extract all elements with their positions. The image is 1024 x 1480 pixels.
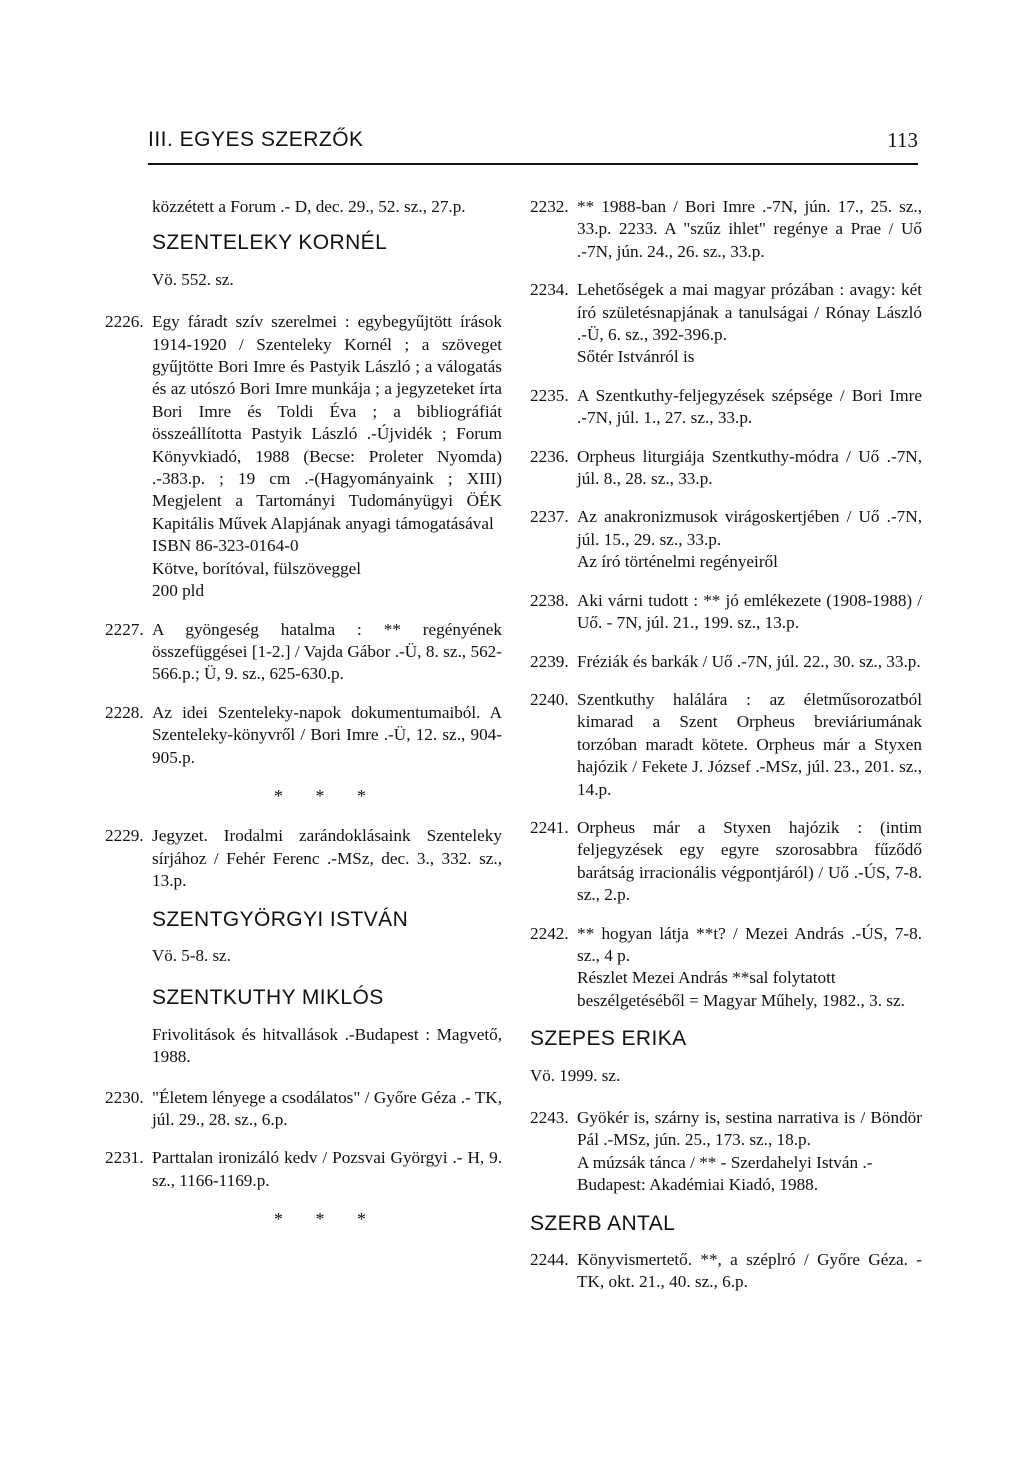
entry-text: Jegyzet. Irodalmi zarándoklásaink Szenteleky sírjához / Fehér Ferenc .-MSz, dec. 3., 332. sz., 13.p.	[152, 826, 502, 891]
bibliography-entry	[530, 385, 922, 430]
bibliography-entry	[530, 279, 922, 369]
entry-number: 2227.	[105, 619, 144, 639]
right-column	[530, 196, 922, 1310]
entry-text: Az idei Szenteleky-napok dokumentumaiból. A Szenteleky-könyvről / Bori Imre .-Ü, 12. sz., 904-905.p.	[152, 702, 502, 767]
entry-text: ** hogyan látja **t? / Mezei András .-ÚS, 7-8. sz., 4 p.	[577, 923, 922, 965]
bibliography-entry	[105, 825, 502, 892]
entry-text: A gyöngeség hatalma : ** regényének összefüggései [1-2.] / Vajda Gábor .-Ü, 8. sz., 562-566.p.; Ü, 9. sz., 625-630.p.	[152, 619, 502, 684]
entry-number: 2226.	[105, 312, 144, 332]
bibliography-entry	[530, 1249, 922, 1294]
entry-number: 2239.	[530, 651, 569, 671]
running-title: III. EGYES SZERZŐK	[148, 128, 364, 151]
bibliography-entry	[530, 590, 922, 635]
entry-text: ** 1988-ban / Bori Imre .-7N, jún. 17., 25. sz., 33.p. 2233. A "szűz ihlet" regénye a Prae / Uő .-7N, jún. 24., 26. sz., 33.p.	[577, 197, 922, 261]
bibliography-entry	[530, 817, 922, 907]
bibliography-entry	[105, 311, 502, 602]
entry-number: 2229.	[105, 826, 144, 846]
entry-number: 2238.	[530, 590, 569, 610]
entry-text: Orpheus liturgiája Szentkuthy-módra / Uő .-7N, júl. 8., 28. sz., 33.p.	[577, 446, 922, 489]
entry-number: 2230.	[105, 1087, 144, 1107]
continued-entry: közzétett a Forum .- D, dec. 29., 52. sz., 27.p.	[152, 197, 466, 216]
author-heading: SZENTKUTHY MIKLÓS	[152, 986, 384, 1010]
book-reference: Frivolitások és hitvallások .-Budapest : Magvető, 1988.	[152, 1024, 502, 1067]
entry-binding: Kötve, borítóval, fülszöveggel	[152, 558, 362, 578]
entry-number: 2240.	[530, 689, 569, 709]
author-heading: SZENTELEKY KORNÉL	[152, 231, 388, 255]
entry-number: 2232.	[530, 197, 569, 216]
entry-number: 2242.	[530, 923, 569, 943]
bibliography-entry	[105, 1147, 502, 1192]
entry-number: 2236.	[530, 446, 569, 466]
entry-number: 2235.	[530, 385, 569, 405]
entry-text: Könyvismertető. **, a széplró / Győre Géza. - TK, okt. 21., 40. sz., 6.p.	[577, 1250, 922, 1292]
entry-note: A múzsák tánca / ** - Szerdahelyi István .- Budapest: Akadémiai Kiadó, 1988.	[577, 1152, 873, 1195]
cross-reference: Vö. 1999. sz.	[530, 1065, 621, 1085]
left-column	[105, 196, 502, 1249]
bibliography-entry	[105, 1087, 502, 1132]
section-separator: * * *	[274, 1209, 380, 1230]
entry-number: 2231.	[105, 1148, 144, 1168]
entry-text: Lehetőségek a mai magyar prózában : avagy: két író születésnapjának a tanulságai / Rónay László .-Ü, 6. sz., 392-396.p.	[577, 280, 922, 345]
entry-number: 2241.	[530, 817, 569, 837]
cross-reference: Vö. 5-8. sz.	[152, 945, 231, 965]
entry-text: A Szentkuthy-feljegyzések szépsége / Bori Imre .-7N, júl. 1., 27. sz., 33.p.	[577, 385, 922, 428]
bibliography-entry	[530, 689, 922, 801]
bibliography-entry	[530, 196, 922, 263]
author-heading: SZENTGYÖRGYI ISTVÁN	[152, 907, 409, 931]
bibliography-entry	[105, 619, 502, 686]
entry-number: 2243.	[530, 1108, 569, 1127]
bibliography-entry	[530, 923, 922, 1013]
bibliography-entry	[530, 1107, 922, 1197]
bibliography-entry	[530, 506, 922, 573]
page-header	[148, 124, 918, 160]
entry-number: 2244.	[530, 1250, 569, 1270]
entry-text: Egy fáradt szív szerelmei : egybegyűjtött írások 1914-1920 / Szenteleky Kornél ; a szöveget gyűjtötte Bori Imre és Pastyik László ; a válogatás és az utószó Bori Imre munkája ; a jegyzeteket írta Bori Imre és Toldi Éva ; a bibliográfiát összeállította Pastyik László .-Újvidék ; Forum Könyvkiadó, 1988 (Becse: Proleter Nyomda) .-383.p. ; 19 cm .-(Hagyományaink ; XIII) Megjelent a Tartományi Tudományügyi ÖÉK Kapitális Művek Alapjának anyagi támogatásával	[152, 312, 502, 533]
bibliography-entry	[530, 651, 922, 673]
entry-number: 2234.	[530, 280, 569, 300]
entry-isbn: ISBN 86-323-0164-0	[152, 536, 299, 556]
page-number: 113	[887, 128, 918, 152]
entry-text: Gyökér is, szárny is, sestina narrativa is / Böndör Pál .-MSz, jún. 25., 173. sz., 18.p.	[577, 1108, 922, 1150]
entry-copies: 200 pld	[152, 581, 205, 601]
entry-note: Sőtér Istvánról is	[577, 347, 695, 367]
bibliography-entry	[530, 446, 922, 491]
entry-number: 2228.	[105, 702, 144, 722]
entry-text: Aki várni tudott : ** jó emlékezete (1908-1988) / Uő. - 7N, júl. 21., 199. sz., 13.p.	[577, 590, 922, 633]
entry-text: Parttalan ironizáló kedv / Pozsvai Györgyi .- H, 9. sz., 1166-1169.p.	[152, 1148, 502, 1190]
author-heading: SZERB ANTAL	[530, 1211, 676, 1235]
cross-reference: Vö. 552. sz.	[152, 269, 234, 289]
bibliography-entry	[105, 702, 502, 769]
entry-text: Orpheus már a Styxen hajózik : (intim feljegyzések egy egyre szorosabbra fűződő barátság irracionális végpontjáról) / Uő .-ÚS, 7-8. sz., 2.p.	[577, 817, 922, 905]
author-heading: SZEPES ERIKA	[530, 1027, 687, 1051]
entry-note: Az író történelmi regényeiről	[577, 552, 778, 572]
header-rule	[148, 163, 918, 165]
section-separator: * * *	[274, 785, 380, 806]
entry-note: Részlet Mezei András **sal folytatott beszélgetéséből = Magyar Műhely, 1982., 3. sz.	[577, 968, 905, 1010]
entry-text: Szentkuthy halálára : az életműsorozatból kimarad a Szent Orpheus breviáriumának torzóban maradt kötete. Orpheus már a Styxen hajózik / Fekete J. József .-MSz, júl. 23., 201. sz., 14.p.	[577, 689, 922, 799]
entry-number: 2237.	[530, 507, 569, 527]
entry-text: Az anakronizmusok virágoskertjében / Uő .-7N, júl. 15., 29. sz., 33.p.	[577, 507, 922, 549]
entry-text: Fréziák és barkák / Uő .-7N, júl. 22., 30. sz., 33.p.	[577, 651, 921, 671]
entry-text: "Életem lényege a csodálatos" / Győre Géza .- TK, júl. 29., 28. sz., 6.p.	[152, 1087, 502, 1129]
